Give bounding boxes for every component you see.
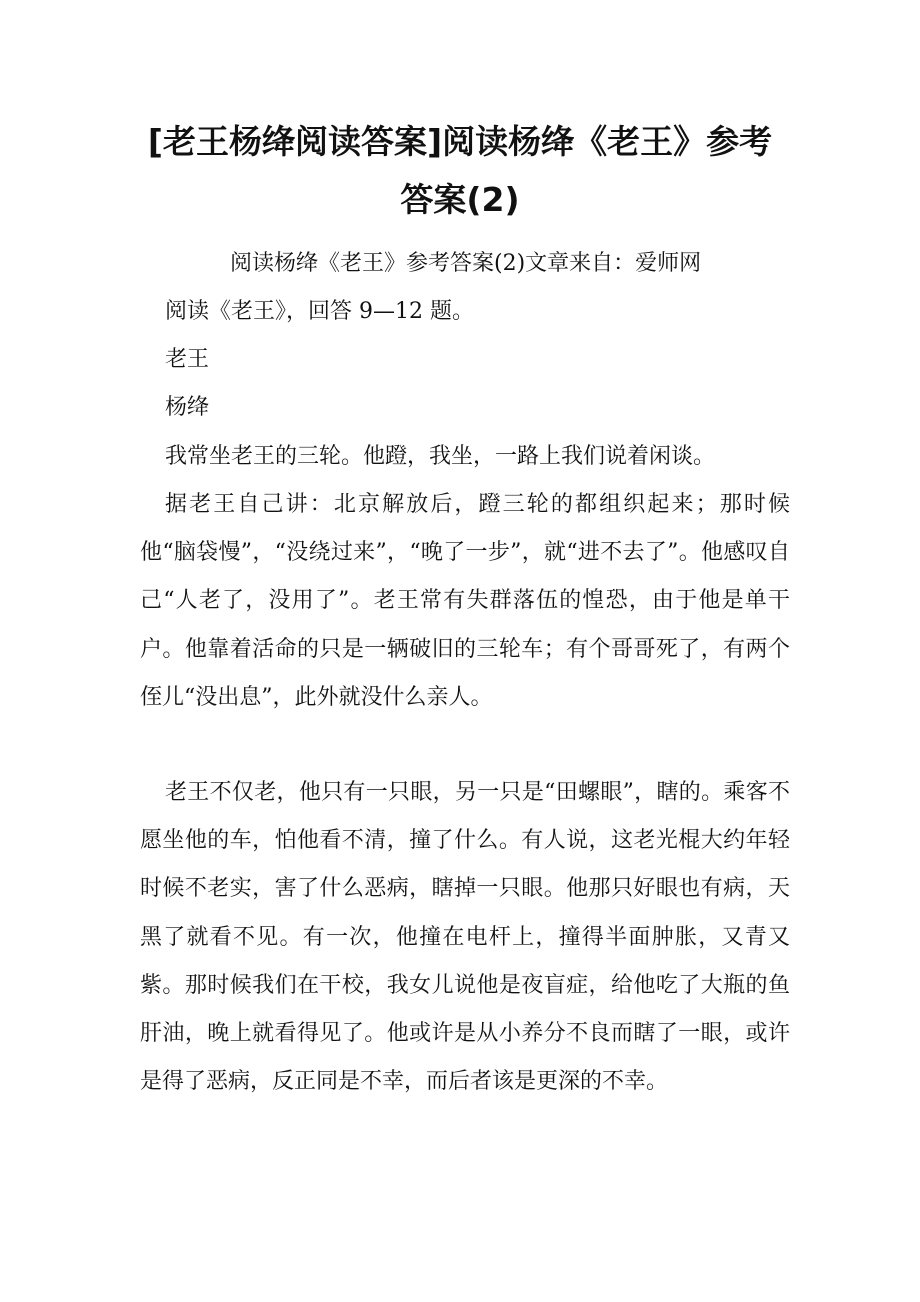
document-title-line-2: 答案(2): [400, 180, 520, 219]
paragraph-2: 据老王自己讲：北京解放后，蹬三轮的都组织起来；那时候他“脑袋慢”，“没绕过来”，“晚了一步”，就“进不去了”。他感叹自己“人老了，没用了”。老王常有失群落伍的惶恐，由于他是单干户。他靠着活命的只是一辆破旧的三轮车；有个哥哥死了，有两个侄儿“没出息”，此外就没什么亲人。: [140, 492, 790, 710]
source-line: 阅读杨绛《老王》参考答案(2)文章来自：爱师网: [230, 251, 702, 276]
essay-title: 老王: [165, 347, 210, 372]
paragraph-1: 我常坐老王的三轮。他蹬，我坐，一路上我们说着闲谈。: [165, 444, 716, 469]
question-intro: 阅读《老王》，回答 9—12 题。: [165, 299, 474, 324]
essay-author: 杨绛: [165, 395, 210, 420]
paragraph-3: 老王不仅老，他只有一只眼，另一只是“田螺眼”，瞎的。乘客不愿坐他的车，怕他看不清，撞了什么。有人说，这老光棍大约年轻时候不老实，害了什么恶病，瞎掉一只眼。他那只好眼也有病，天黑了就看不见。有一次，他撞在电杆上，撞得半面肿胀，又青又紫。那时候我们在干校，我女儿说他是夜盲症，给他吃了大瓶的鱼肝油，晚上就看得见了。他或许是从小养分不良而瞎了一眼，或许是得了恶病，反正同是不幸，而后者该是更深的不幸。: [140, 780, 790, 1095]
document-title-line-1: [老王杨绛阅读答案]阅读杨绛《老王》参考: [147, 122, 773, 161]
